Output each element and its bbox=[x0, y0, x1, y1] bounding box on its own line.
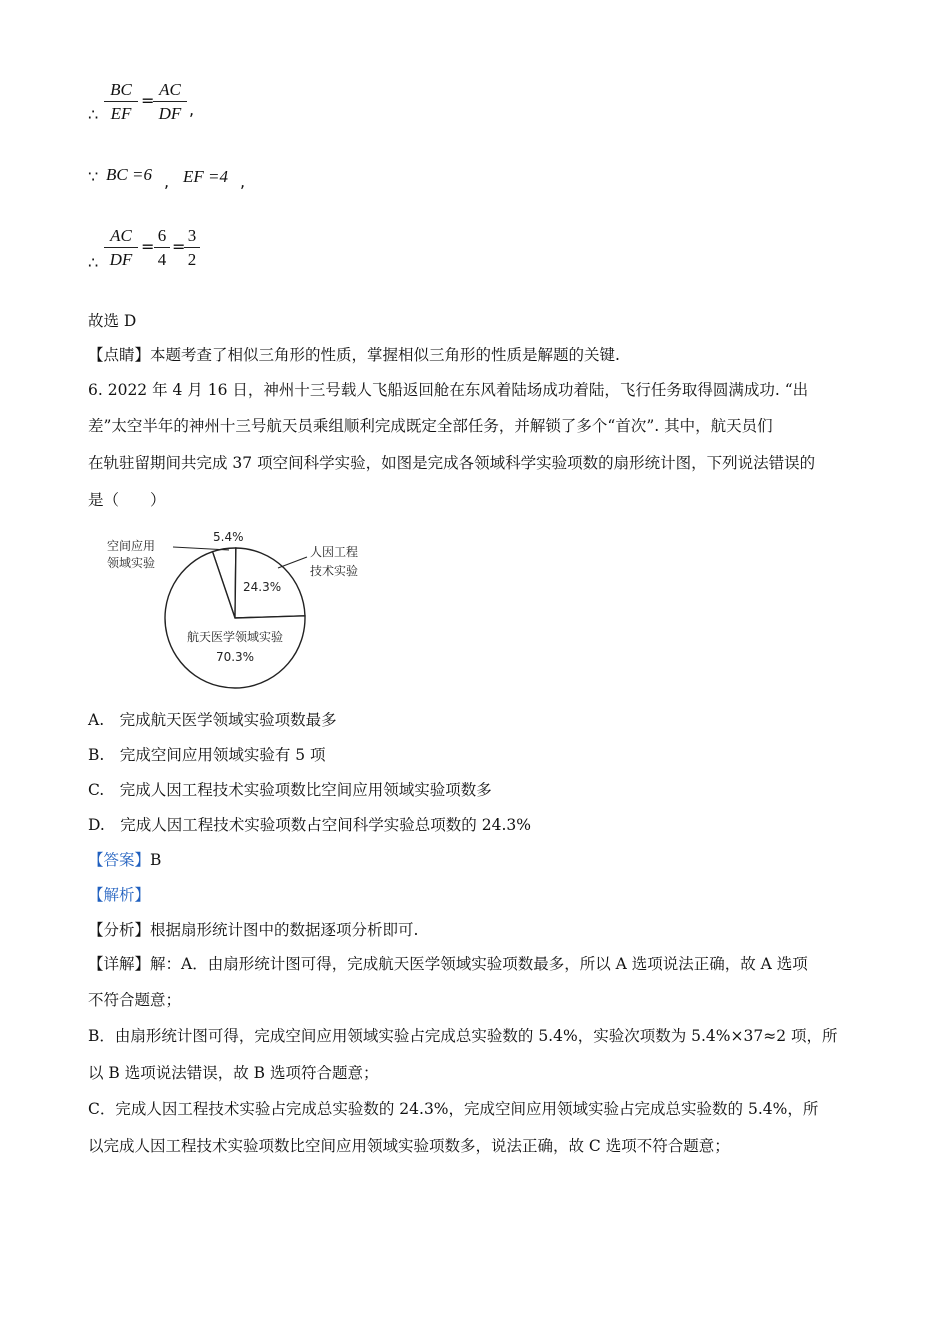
detail-a-line-2: 不符合题意； bbox=[88, 991, 182, 1009]
fraction-numerator: 3 bbox=[184, 226, 200, 248]
equals-sign: = bbox=[172, 237, 186, 256]
comma: , bbox=[189, 100, 195, 119]
fraction-bc-ef bbox=[104, 80, 138, 124]
because-symbol: ∵ bbox=[88, 167, 99, 186]
comma: , bbox=[164, 172, 170, 191]
choose-answer-line: 故选 D bbox=[88, 312, 137, 330]
detail-c-line-1: C．完成人因工程技术实验占完成总实验数的 24.3%，完成空间应用领域实验占完成总实验数的 5.4%，所 bbox=[88, 1100, 819, 1118]
fraction-ac-df bbox=[153, 80, 187, 124]
bc-equals-6: BC =6 bbox=[106, 165, 152, 184]
analysis-line: 【分析】根据扇形统计图中的数据逐项分析即可. bbox=[88, 921, 419, 939]
answer-line bbox=[88, 849, 161, 871]
option-c: C. 完成人因工程技术实验项数比空间应用领域实验项数多 bbox=[88, 781, 492, 799]
detail-b-line-2: 以 B 选项说法错误，故 B 选项符合题意； bbox=[88, 1064, 379, 1082]
fraction-denominator: EF bbox=[110, 104, 132, 123]
pie-category-label-space-application-2: 领域实验 bbox=[107, 556, 156, 570]
question-6-line-4: 是（ ） bbox=[88, 491, 166, 509]
option-d: D. 完成人因工程技术实验项数占空间科学实验总项数的 24.3% bbox=[88, 816, 531, 834]
answer-tag: 【答案】 bbox=[88, 851, 151, 869]
fraction-6-4 bbox=[154, 226, 170, 270]
pie-value-label-human-factors: 24.3% bbox=[243, 580, 282, 594]
fraction-numerator: 6 bbox=[154, 226, 170, 248]
fraction-numerator: AC bbox=[153, 80, 187, 102]
fraction-denominator: 4 bbox=[157, 250, 167, 269]
fraction-numerator: BC bbox=[104, 80, 138, 102]
fraction-denominator: 2 bbox=[187, 250, 197, 269]
question-6-line-2: 差”太空半年的神州十三号航天员乘组顺利完成既定全部任务，并解锁了多个“首次”. 其中，航天员们 bbox=[88, 417, 773, 435]
pie-category-label-space-application-1: 空间应用 bbox=[107, 539, 156, 553]
fraction-3-2 bbox=[184, 226, 200, 270]
detail-b-line-1: B．由扇形统计图可得，完成空间应用领域实验占完成总实验数的 5.4%，实验次项数为 5.4%×37≈2 项，所 bbox=[88, 1027, 838, 1045]
jiexi-tag: 【解析】 bbox=[88, 886, 151, 904]
detail-c-line-2: 以完成人因工程技术实验项数比空间应用领域实验项数多，说法正确，故 C 选项不符合题意； bbox=[88, 1137, 730, 1155]
equals-sign: = bbox=[141, 91, 155, 110]
pie-value-label-space-application: 5.4% bbox=[213, 530, 244, 544]
dianjing-note: 【点睛】本题考查了相似三角形的性质，掌握相似三角形的性质是解题的关键. bbox=[88, 346, 620, 364]
pie-value-label-space-medicine: 70.3% bbox=[215, 650, 255, 664]
pie-category-label-human-factors-1: 人因工程 bbox=[310, 545, 359, 559]
leader-line-space-application bbox=[173, 547, 229, 550]
fraction-denominator: DF bbox=[109, 250, 133, 269]
question-6-line-3: 在轨驻留期间共完成 37 项空间科学实验，如图是完成各领域科学实验项数的扇形统计图，下列说法错误的 bbox=[88, 454, 816, 472]
fraction-denominator: DF bbox=[158, 104, 182, 123]
pie-category-label-space-medicine: 航天医学领域实验 bbox=[186, 630, 284, 644]
therefore-symbol: ∴ bbox=[88, 105, 99, 124]
answer-value: B bbox=[150, 851, 162, 869]
therefore-symbol: ∴ bbox=[88, 253, 99, 272]
ef-equals-4: EF =4 bbox=[183, 167, 228, 186]
detail-a-line-1: 【详解】解：A．由扇形统计图可得，完成航天医学领域实验项数最多，所以 A 选项说法正确，故 A 选项 bbox=[88, 955, 808, 973]
question-6-line-1: 6. 2022 年 4 月 16 日，神州十三号载人飞船返回舱在东风着陆场成功着陆，飞行任务取得圆满成功. “出 bbox=[88, 381, 809, 399]
fraction-ac-df bbox=[104, 226, 138, 270]
leader-line-human-factors bbox=[278, 557, 307, 568]
pie-category-label-human-factors-2: 技术实验 bbox=[310, 564, 359, 578]
comma: , bbox=[240, 172, 246, 191]
option-b: B. 完成空间应用领域实验有 5 项 bbox=[88, 746, 326, 764]
equals-sign: = bbox=[141, 237, 155, 256]
fraction-numerator: AC bbox=[104, 226, 138, 248]
pie-chart bbox=[95, 523, 395, 698]
option-a: A. 完成航天医学领域实验项数最多 bbox=[88, 711, 337, 729]
